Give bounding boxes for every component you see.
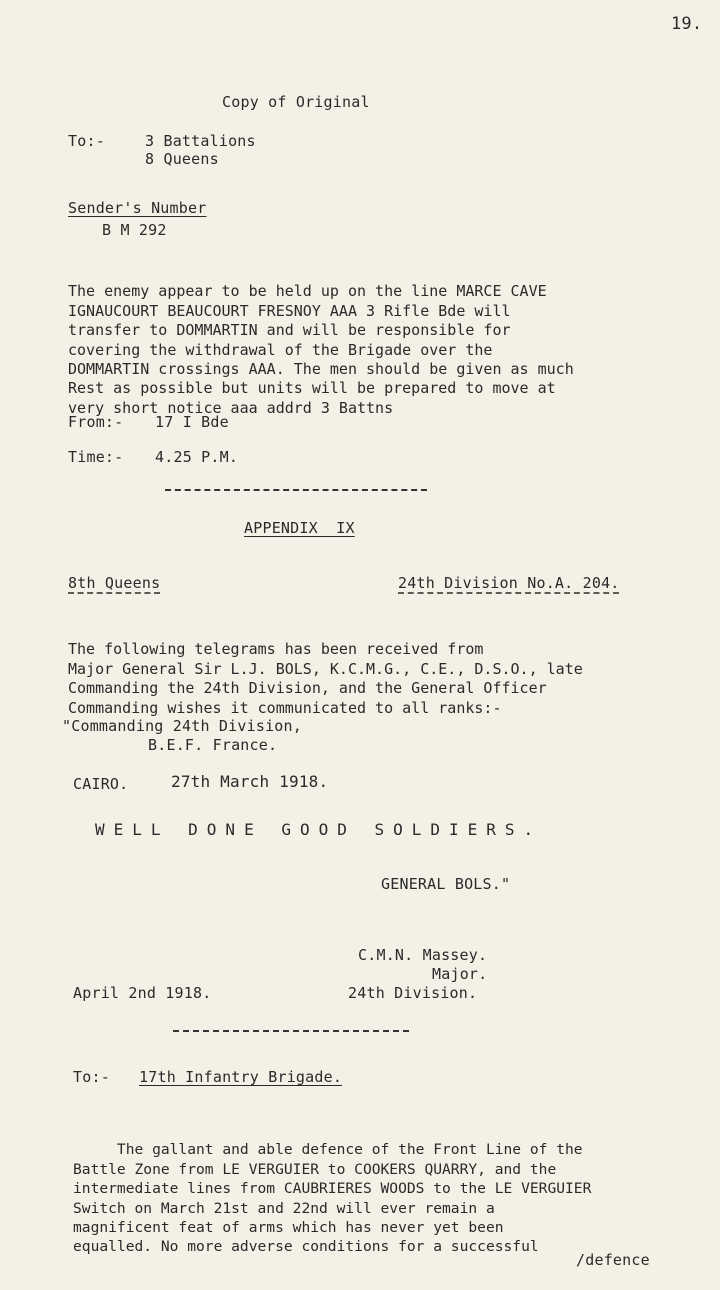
unit-reference: 8th Queens: [68, 574, 161, 592]
intro-line: The following telegrams has been received from: [68, 640, 484, 659]
page-number: 19.: [671, 14, 703, 34]
time-value: 4.25 P.M.: [155, 448, 239, 466]
section-divider: [173, 1030, 409, 1032]
to-line-1: 3 Battalions: [145, 132, 256, 150]
sender-number: B M 292: [102, 221, 167, 239]
body-line: Switch on March 21st and 22nd will ever remain a: [73, 1199, 495, 1217]
signatory-rank: Major.: [432, 965, 488, 983]
intro-line: Commanding the 24th Division, and the General Officer: [68, 679, 547, 698]
body-line: Battle Zone from LE VERGUIER to COOKERS QUARRY, and the: [73, 1160, 557, 1178]
appendix-title: APPENDIX IX: [244, 519, 355, 537]
body-line: magnificent feat of arms which has never yet been: [73, 1219, 504, 1237]
intro-line: Commanding wishes it communicated to all ranks:-: [68, 698, 502, 717]
telegram-date: 27th March 1918.: [171, 772, 329, 791]
telegram-origin: CAIRO.: [73, 775, 129, 793]
body-line: equalled. No more adverse conditions for a successful: [73, 1238, 539, 1256]
division-reference: 24th Division No.A. 204.: [398, 574, 620, 592]
continuation-marker: /defence: [576, 1251, 650, 1269]
message-line: IGNAUCOURT BEAUCOURT FRESNOY AAA 3 Rifle Bde will: [68, 301, 511, 320]
message-line: very short notice aaa addrd 3 Battns: [68, 398, 394, 417]
from-value: 17 I Bde: [155, 413, 229, 431]
letter-recipient: 17th Infantry Brigade.: [139, 1068, 343, 1086]
to-label: To:-: [68, 132, 105, 150]
signatory-unit: 24th Division.: [348, 984, 478, 1002]
telegram-signature: GENERAL BOLS.": [381, 875, 511, 893]
message-line: covering the withdrawal of the Brigade over the: [68, 340, 493, 359]
from-label: From:-: [68, 413, 124, 431]
signatory-name: C.M.N. Massey.: [358, 946, 488, 964]
telegram-text: WELL DONE GOOD SOLDIERS.: [95, 820, 543, 839]
appendix-date: April 2nd 1918.: [73, 984, 212, 1002]
document-title: Copy of Original: [222, 93, 370, 111]
section-divider: [165, 489, 427, 491]
sender-number-label: Sender's Number: [68, 199, 207, 217]
message-line: DOMMARTIN crossings AAA. The men should be given as much: [68, 360, 574, 379]
message-line: The enemy appear to be held up on the line MARCE CAVE: [68, 282, 547, 301]
to-line-2: 8 Queens: [145, 150, 219, 168]
telegram-address-1: "Commanding 24th Division,: [62, 717, 302, 735]
message-line: transfer to DOMMARTIN and will be responsible for: [68, 321, 511, 340]
body-line: The gallant and able defence of the Front Line of the: [73, 1141, 583, 1159]
message-line: Rest as possible but units will be prepared to move at: [68, 379, 556, 398]
body-line: intermediate lines from CAUBRIERES WOODS to the LE VERGUIER: [73, 1180, 592, 1198]
message-body: [68, 263, 574, 438]
telegram-address-2: B.E.F. France.: [148, 736, 278, 754]
letter-body: [73, 1121, 591, 1276]
time-label: Time:-: [68, 448, 124, 466]
intro-line: Major General Sir L.J. BOLS, K.C.M.G., C.E., D.S.O., late: [68, 659, 583, 678]
letter-to-label: To:-: [73, 1068, 110, 1086]
